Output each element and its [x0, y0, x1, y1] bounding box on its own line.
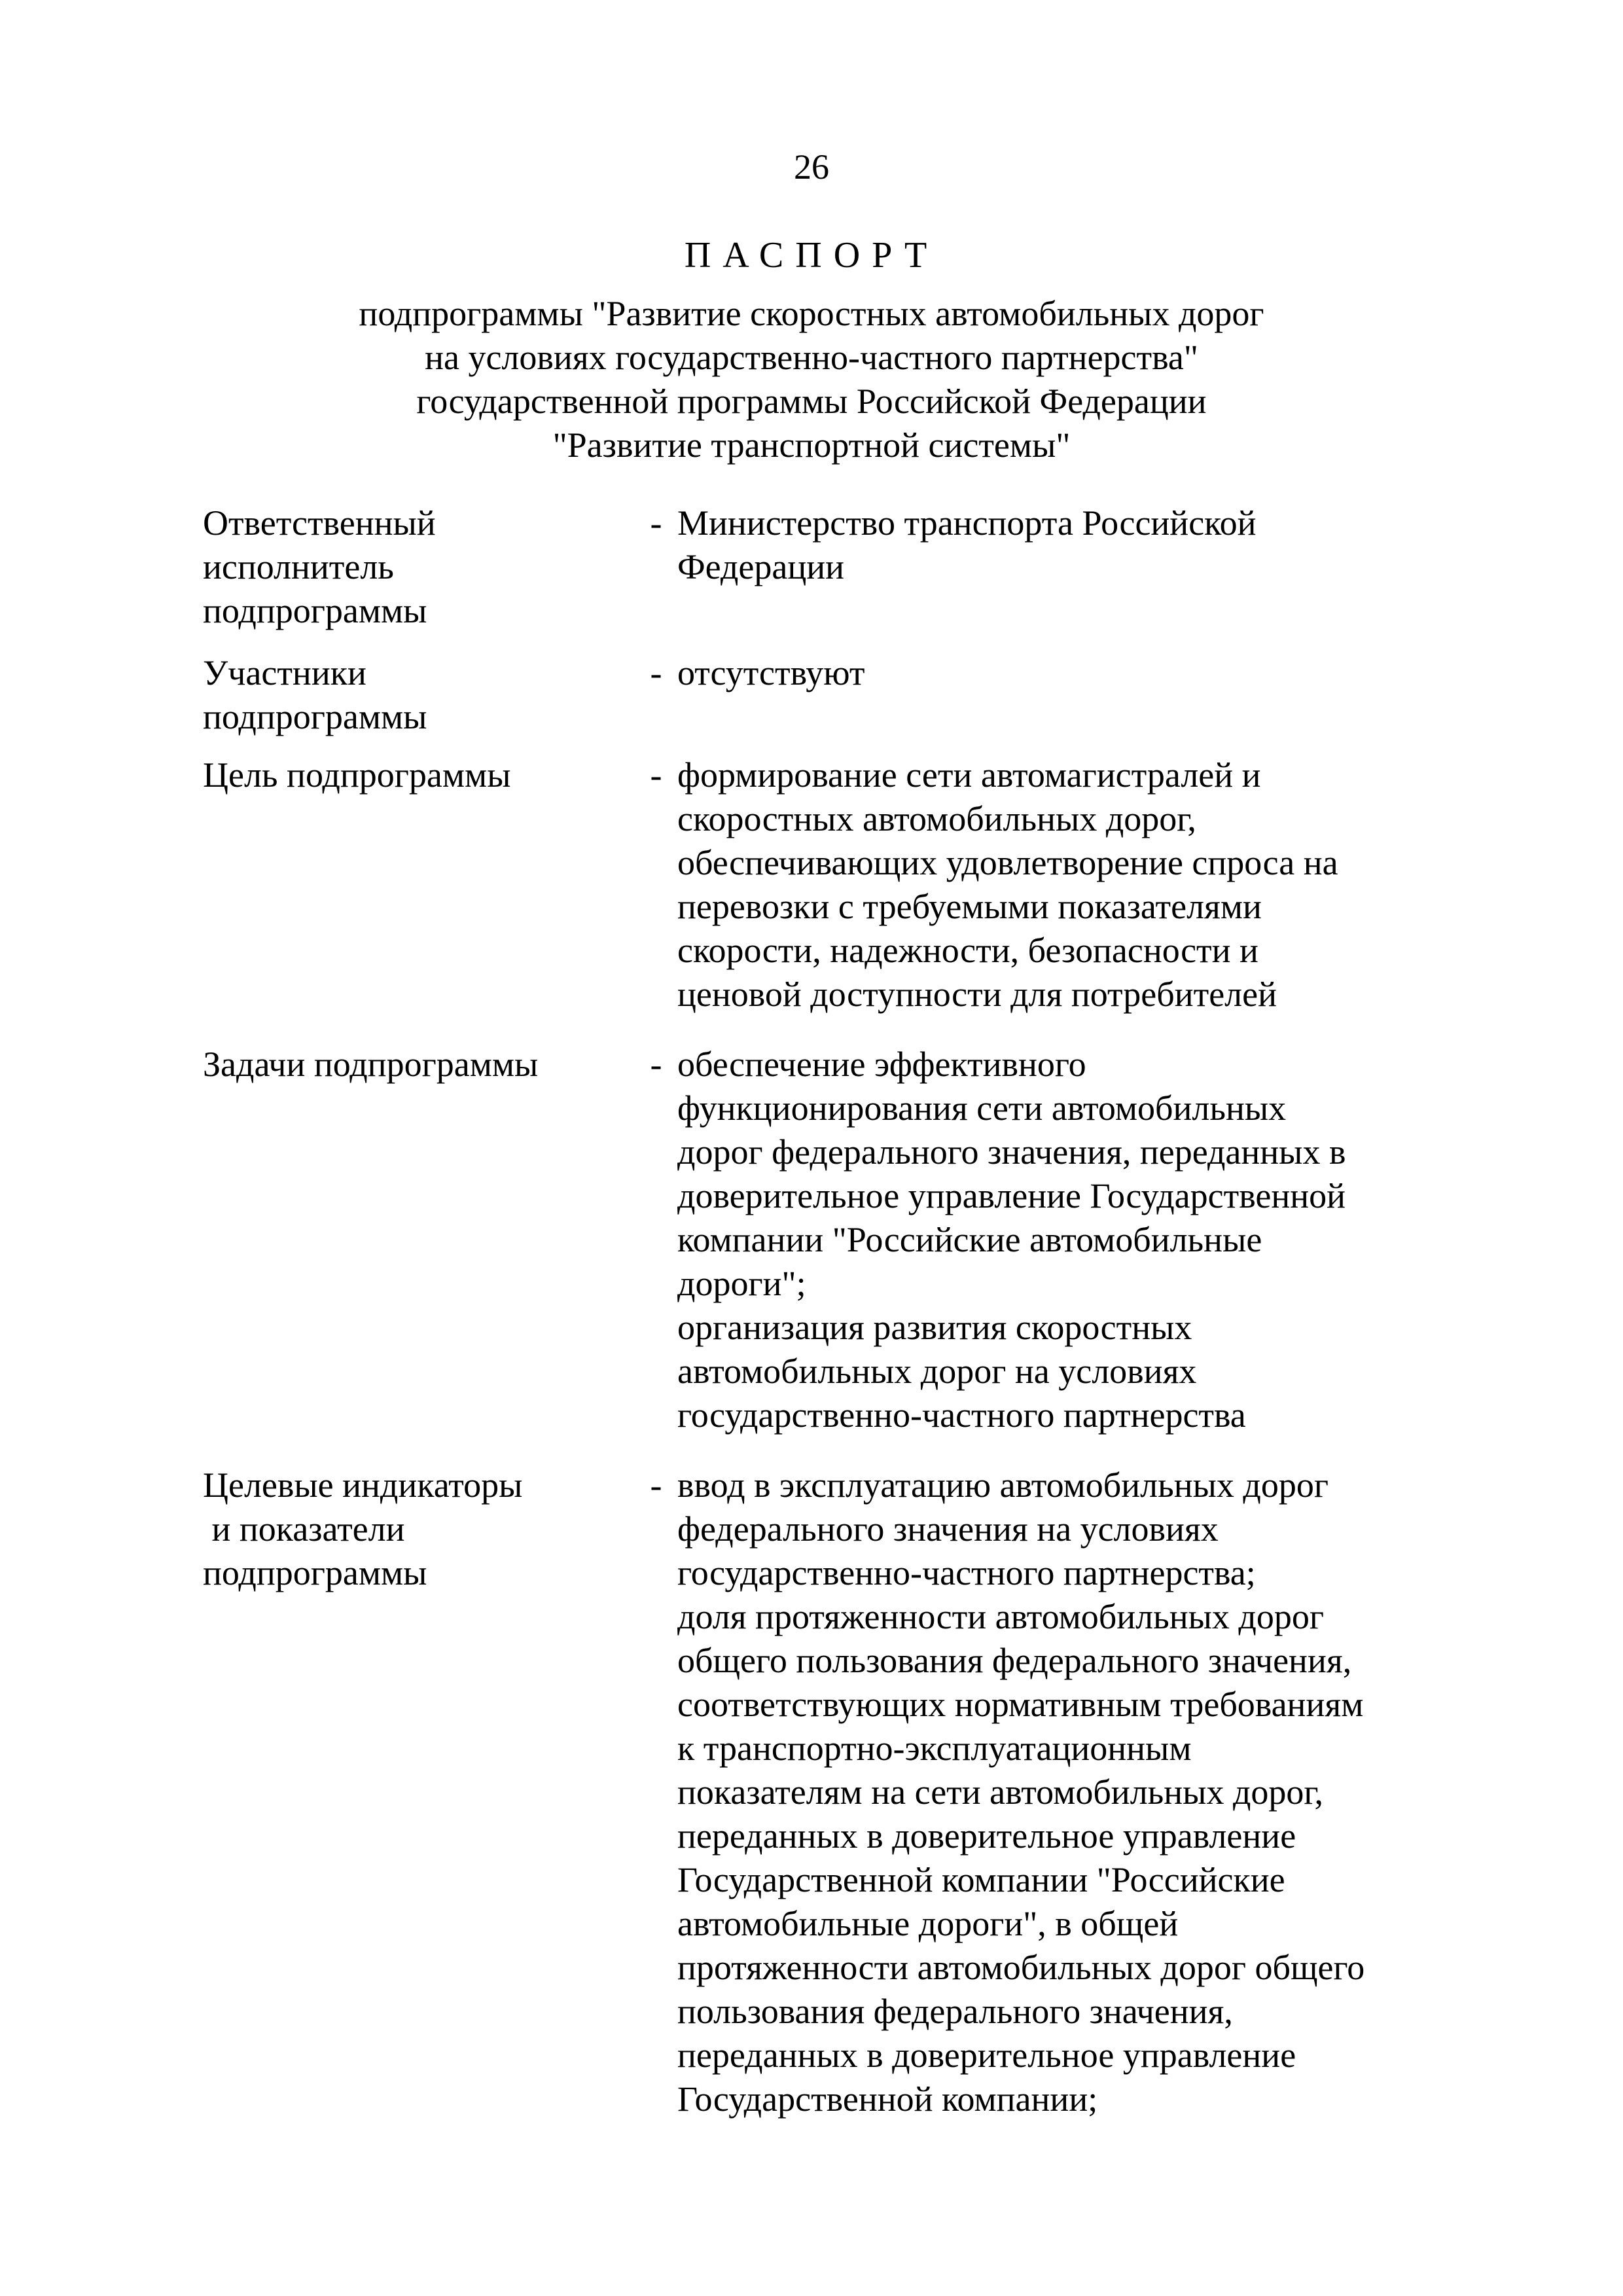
value-line: дорог федерального значения, переданных в [677, 1132, 1346, 1172]
row-value [677, 651, 1446, 695]
passport-row-responsible [203, 501, 1446, 633]
value-line: обеспечение эффективного [677, 1045, 1086, 1084]
row-value [677, 1043, 1446, 1437]
value-line: Государственной компании; [677, 2079, 1098, 2119]
row-label [203, 1043, 622, 1086]
row-value [677, 1463, 1446, 2121]
label-line: Цель подпрограммы [203, 755, 511, 795]
value-line: компании "Российские автомобильные [677, 1220, 1262, 1259]
row-separator: - [650, 1045, 662, 1084]
value-line: к транспортно-эксплуатационным [677, 1729, 1192, 1768]
value-line: общего пользования федерального значения, [677, 1641, 1352, 1680]
passport-row-tasks [203, 1043, 1446, 1437]
label-line: Ответственный [203, 503, 436, 543]
label-line: Целевые индикаторы [203, 1465, 523, 1505]
document-title: ПАСПОРТ [684, 235, 939, 276]
row-separator: - [650, 755, 662, 795]
page-number: 26 [794, 147, 829, 187]
value-line: перевозки с требуемыми показателями [677, 887, 1262, 926]
value-line: федерального значения на условиях [677, 1509, 1219, 1549]
value-line: государственно-частного партнерства; [677, 1553, 1256, 1592]
value-line: доверительное управление Государственной [677, 1176, 1346, 1215]
subtitle-line: на условиях государственно-частного партнерства" [425, 338, 1198, 377]
subtitle-line: подпрограммы "Развитие скоростных автомобильных дорог [359, 294, 1264, 333]
subtitle-line: государственной программы Российской Федерации [416, 382, 1207, 421]
row-separator: - [650, 1465, 662, 1505]
row-separator: - [650, 503, 662, 543]
label-line: исполнитель [203, 547, 394, 586]
label-line: и показатели [203, 1509, 405, 1549]
value-line: Государственной компании "Российские [677, 1860, 1285, 1899]
label-line: подпрограммы [203, 591, 427, 630]
row-label [203, 1463, 622, 1595]
value-line: отсутствуют [677, 653, 865, 692]
passport-row-participants [203, 651, 1446, 739]
row-separator: - [650, 653, 662, 692]
value-line: Федерации [677, 547, 845, 586]
value-line: государственно-частного партнерства [677, 1395, 1246, 1435]
value-line: формирование сети автомагистралей и [677, 755, 1261, 795]
passport-table [203, 501, 1446, 2121]
value-line: обеспечивающих удовлетворение спроса на [677, 843, 1338, 882]
value-line: показателям на сети автомобильных дорог, [677, 1772, 1323, 1812]
document-subtitle [0, 292, 1623, 467]
value-line: ввод в эксплуатацию автомобильных дорог [677, 1465, 1329, 1505]
value-line: пользования федерального значения, [677, 1992, 1233, 2031]
value-line: ценовой доступности для потребителей [677, 975, 1277, 1014]
value-line: переданных в доверительное управление [677, 2036, 1296, 2075]
value-line: доля протяженности автомобильных дорог [677, 1597, 1325, 1636]
row-label [203, 501, 622, 633]
value-line: соответствующих нормативным требованиям [677, 1685, 1364, 1724]
label-line: Участники [203, 653, 366, 692]
value-line: автомобильных дорог на условиях [677, 1352, 1197, 1391]
label-line: подпрограммы [203, 697, 427, 736]
row-value [677, 753, 1446, 1016]
value-line: организация развития скоростных [677, 1308, 1192, 1347]
value-line: переданных в доверительное управление [677, 1816, 1296, 1856]
passport-row-indicators [203, 1463, 1446, 2121]
row-label [203, 651, 622, 739]
row-value [677, 501, 1446, 589]
value-line: дороги"; [677, 1264, 806, 1303]
value-line: скорости, надежности, безопасности и [677, 931, 1258, 970]
passport-row-goal [203, 753, 1446, 1016]
value-line: протяженности автомобильных дорог общего [677, 1948, 1365, 1987]
value-line: функционирования сети автомобильных [677, 1088, 1287, 1128]
label-line: Задачи подпрограммы [203, 1045, 539, 1084]
label-line: подпрограммы [203, 1553, 427, 1592]
value-line: Министерство транспорта Российской [677, 503, 1257, 543]
subtitle-line: "Развитие транспортной системы" [552, 425, 1071, 465]
value-line: скоростных автомобильных дорог, [677, 799, 1196, 838]
value-line: автомобильные дороги", в общей [677, 1904, 1179, 1943]
row-label [203, 753, 622, 797]
